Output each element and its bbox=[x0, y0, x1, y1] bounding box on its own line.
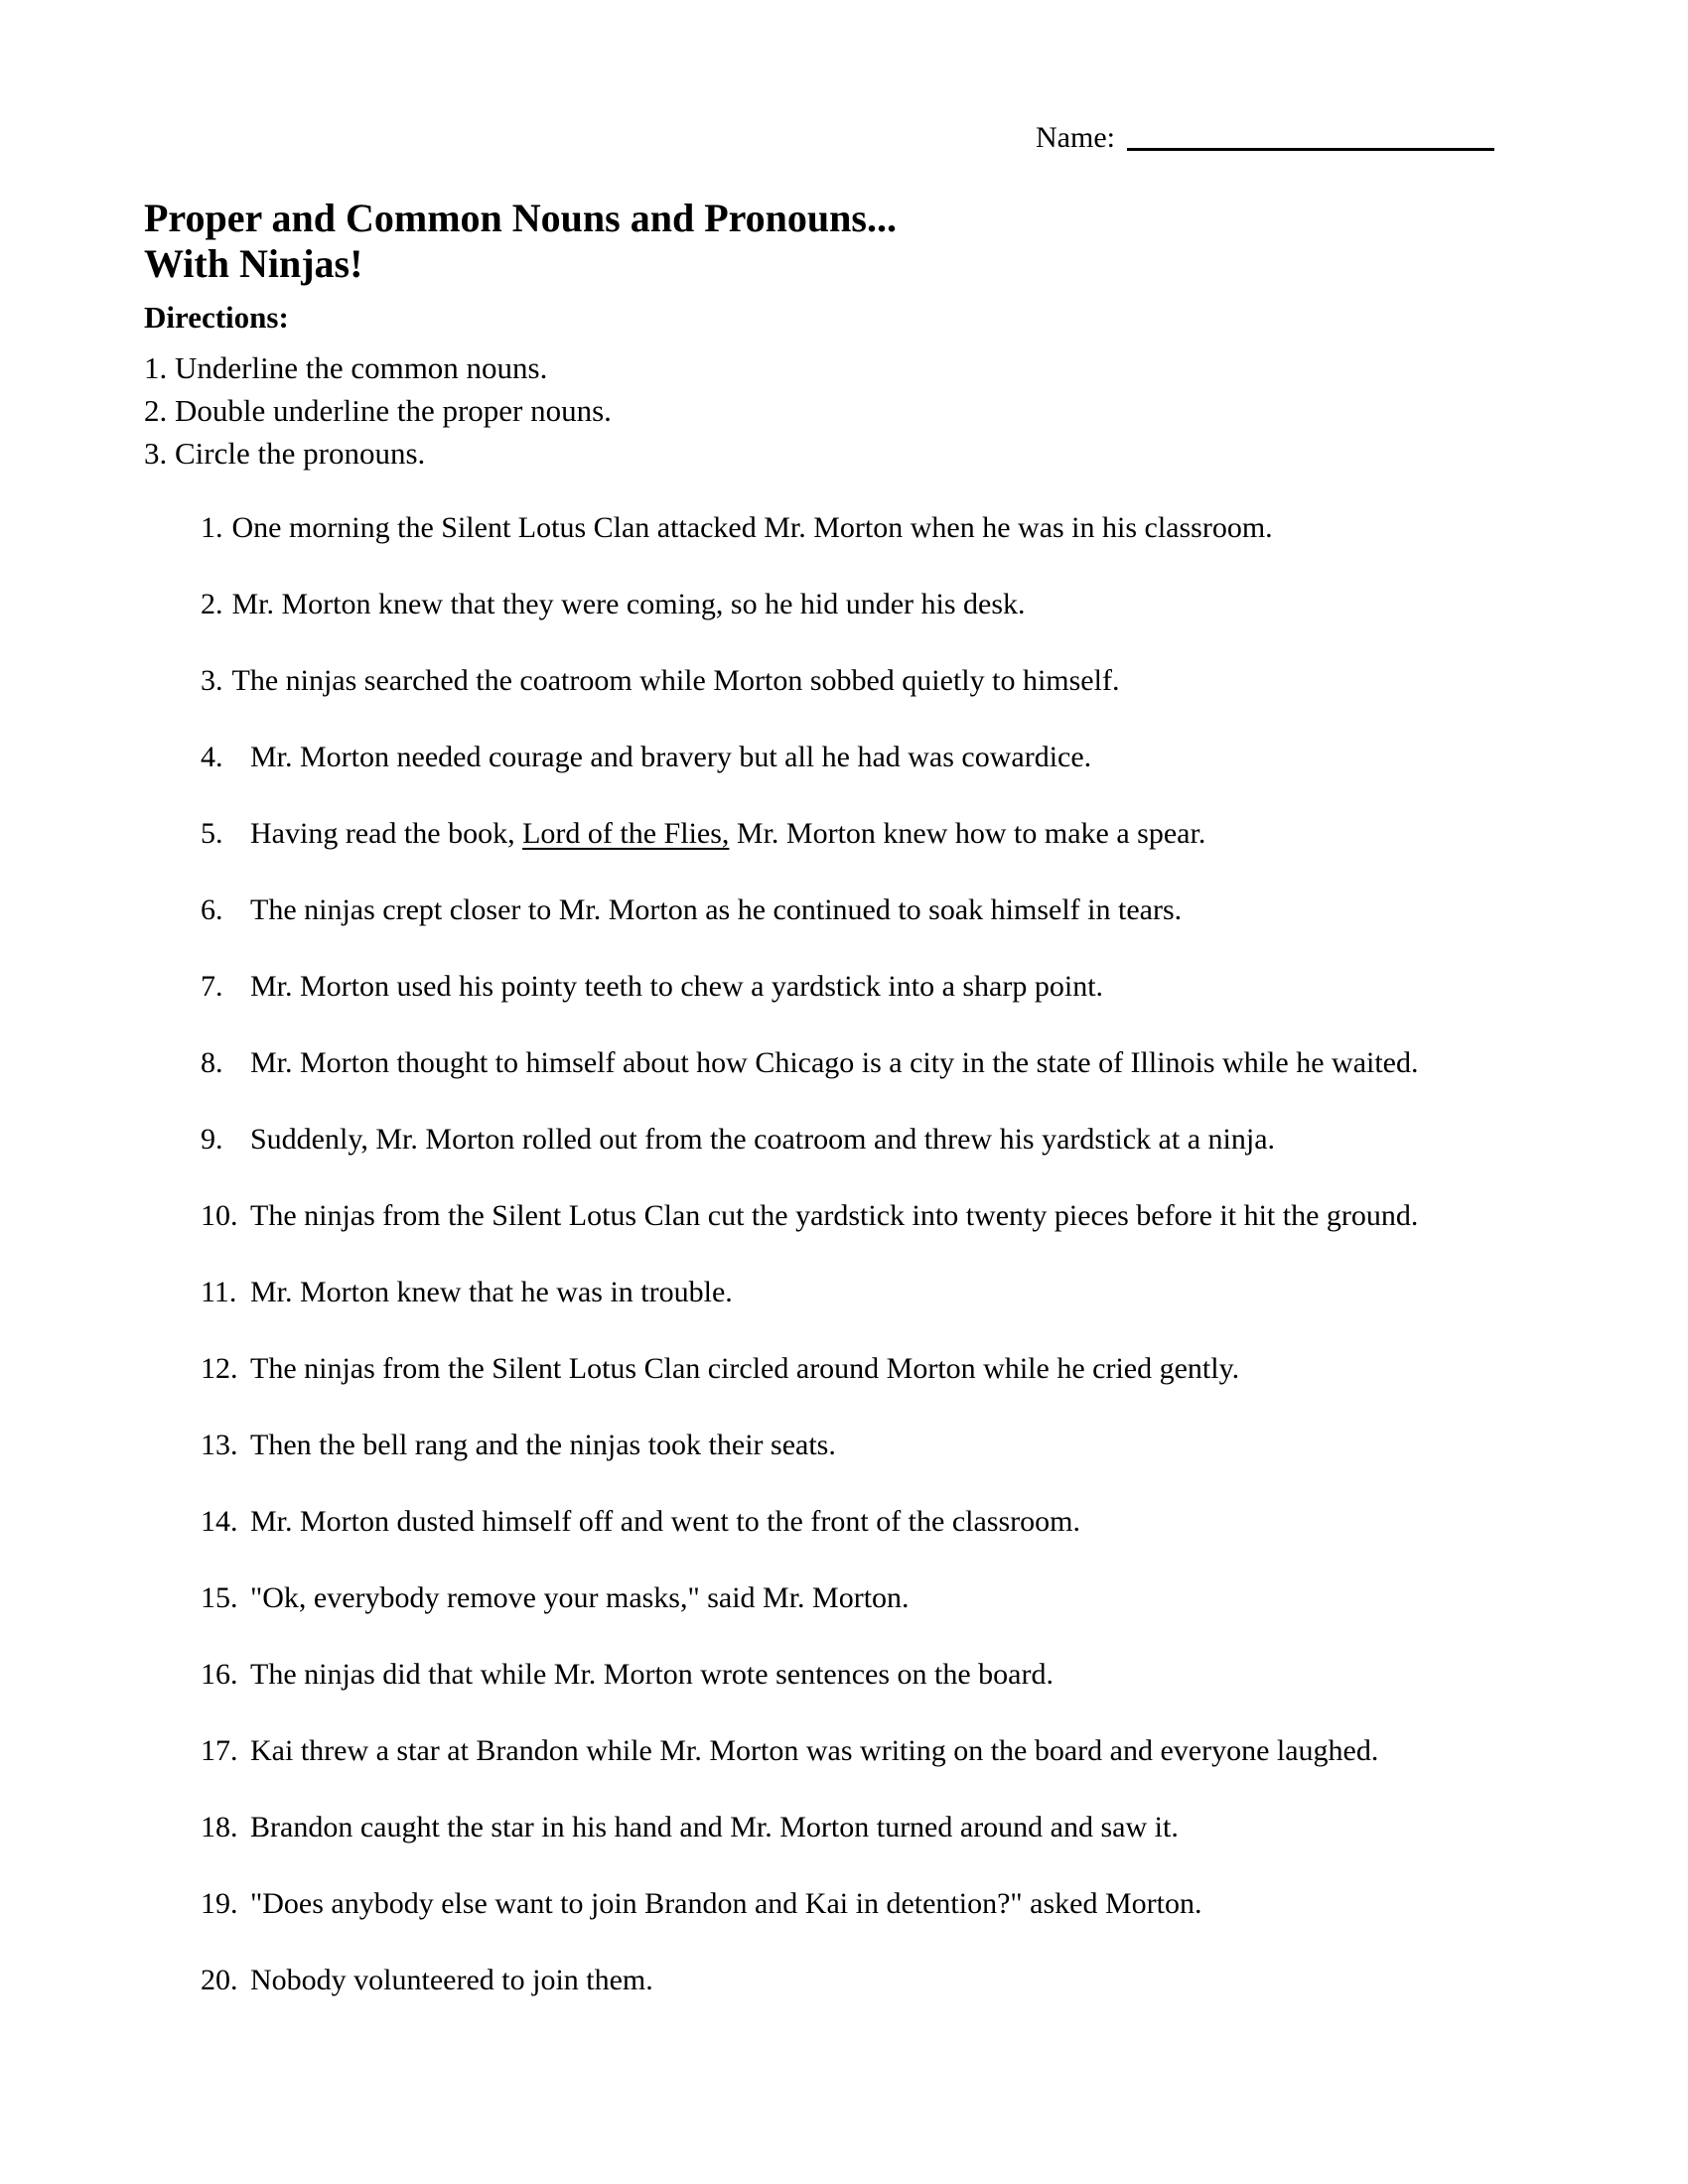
direction-item: 3. Circle the pronouns. bbox=[144, 436, 426, 471]
sentence-segment: The ninjas did that while Mr. Morton wrote sentences on the board. bbox=[250, 1658, 1054, 1691]
sentence-segment: "Does anybody else want to join Brandon and Kai in detention?" asked Morton. bbox=[250, 1887, 1202, 1920]
sentence-segment: The ninjas from the Silent Lotus Clan cut the yardstick into twenty pieces before it hit the ground. bbox=[250, 1199, 1419, 1232]
sentence-item bbox=[201, 1121, 1611, 1159]
sentence-text bbox=[250, 1197, 1418, 1235]
sentence-number: 20. bbox=[201, 1964, 238, 1996]
sentence-segment: Then the bell rang and the ninjas took their seats. bbox=[250, 1429, 836, 1461]
book-title-underlined: Lord of the Flies, bbox=[522, 817, 730, 850]
name-blank-line bbox=[1127, 147, 1494, 151]
sentence-segment: Mr. Morton knew that they were coming, so he hid under his desk. bbox=[231, 588, 1026, 620]
sentence-number: 12. bbox=[201, 1352, 238, 1385]
sentence-item bbox=[201, 1350, 1611, 1388]
sentence-text bbox=[250, 1809, 1179, 1846]
sentence-segment: Mr. Morton dusted himself off and went to the front of the classroom. bbox=[250, 1505, 1080, 1538]
sentence-number: 4. bbox=[201, 741, 223, 773]
sentence-text bbox=[250, 1044, 1419, 1082]
sentence-item bbox=[201, 1809, 1611, 1846]
sentence-segment: Kai threw a star at Brandon while Mr. Morton was writing on the board and everyone laughed. bbox=[250, 1734, 1379, 1767]
sentence-number: 10. bbox=[201, 1199, 238, 1232]
sentence-segment: Mr. Morton thought to himself about how Chicago is a city in the state of Illinois while he waited. bbox=[250, 1046, 1419, 1079]
worksheet-title bbox=[144, 196, 897, 287]
sentence-segment: "Ok, everybody remove your masks," said Mr. Morton. bbox=[250, 1581, 910, 1614]
sentence-item bbox=[201, 1962, 1611, 1999]
directions-list bbox=[144, 346, 612, 475]
sentence-text bbox=[250, 739, 1091, 776]
direction-item: 2. Double underline the proper nouns. bbox=[144, 393, 612, 428]
sentence-number: 19. bbox=[201, 1887, 238, 1920]
sentence-item bbox=[201, 509, 1611, 547]
sentence-text bbox=[250, 1503, 1080, 1541]
sentence-number: 2. bbox=[201, 588, 223, 620]
sentence-item bbox=[201, 662, 1611, 700]
sentence-text bbox=[232, 586, 1026, 623]
sentence-number: 14. bbox=[201, 1505, 238, 1538]
sentence-item bbox=[201, 968, 1611, 1006]
sentence-text bbox=[250, 1962, 653, 1999]
sentence-item bbox=[201, 739, 1611, 776]
sentence-segment: The ninjas from the Silent Lotus Clan circled around Morton while he cried gently. bbox=[250, 1352, 1240, 1385]
sentence-segment: One morning the Silent Lotus Clan attacked Mr. Morton when he was in his classroom. bbox=[231, 511, 1273, 544]
sentence-item bbox=[201, 1732, 1611, 1770]
name-row bbox=[1036, 121, 1494, 155]
sentence-number: 3. bbox=[201, 664, 223, 697]
sentence-number: 8. bbox=[201, 1046, 223, 1079]
sentence-number: 7. bbox=[201, 970, 223, 1003]
sentence-number: 15. bbox=[201, 1581, 238, 1614]
sentence-number: 6. bbox=[201, 893, 223, 926]
sentence-text bbox=[250, 891, 1182, 929]
sentence-text bbox=[250, 1121, 1275, 1159]
directions-heading: Directions: bbox=[144, 300, 289, 335]
sentence-number: 17. bbox=[201, 1734, 238, 1767]
sentence-item bbox=[201, 586, 1611, 623]
sentence-number: 5. bbox=[201, 817, 223, 850]
sentence-segment: Brandon caught the star in his hand and Mr. Morton turned around and saw it. bbox=[250, 1811, 1179, 1843]
sentence-number: 11. bbox=[201, 1276, 237, 1308]
sentence-text bbox=[250, 1579, 910, 1617]
sentence-segment: Mr. Morton knew how to make a spear. bbox=[729, 817, 1206, 850]
sentence-item bbox=[201, 891, 1611, 929]
sentence-segment: Mr. Morton knew that he was in trouble. bbox=[250, 1276, 733, 1308]
sentence-item bbox=[201, 1274, 1611, 1311]
sentence-item bbox=[201, 1885, 1611, 1923]
sentence-item bbox=[201, 1427, 1611, 1464]
sentence-item bbox=[201, 815, 1611, 853]
sentence-item bbox=[201, 1197, 1611, 1235]
sentence-number: 13. bbox=[201, 1429, 238, 1461]
title-line-2: With Ninjas! bbox=[144, 241, 363, 286]
sentence-segment: Having read the book, bbox=[250, 817, 523, 850]
sentence-text bbox=[250, 1427, 836, 1464]
sentence-segment: The ninjas crept closer to Mr. Morton as he continued to soak himself in tears. bbox=[250, 893, 1183, 926]
sentence-number: 9. bbox=[201, 1123, 223, 1156]
sentence-item bbox=[201, 1656, 1611, 1694]
sentence-number: 1. bbox=[201, 511, 223, 544]
sentence-item bbox=[201, 1503, 1611, 1541]
sentence-segment: Mr. Morton used his pointy teeth to chew a yardstick into a sharp point. bbox=[250, 970, 1104, 1003]
sentence-text bbox=[250, 1885, 1201, 1923]
sentence-text bbox=[250, 1732, 1378, 1770]
sentence-list bbox=[201, 509, 1611, 2038]
sentence-text bbox=[250, 1656, 1054, 1694]
sentence-text bbox=[250, 815, 1205, 853]
sentence-text bbox=[250, 1350, 1239, 1388]
sentence-number: 18. bbox=[201, 1811, 238, 1843]
direction-item: 1. Underline the common nouns. bbox=[144, 350, 548, 385]
sentence-text bbox=[232, 509, 1273, 547]
sentence-segment: Suddenly, Mr. Morton rolled out from the coatroom and threw his yardstick at a ninja. bbox=[250, 1123, 1276, 1156]
sentence-number: 16. bbox=[201, 1658, 238, 1691]
sentence-segment: Nobody volunteered to join them. bbox=[250, 1964, 653, 1996]
name-label: Name: bbox=[1036, 121, 1115, 154]
sentence-text bbox=[232, 662, 1120, 700]
sentence-segment: Mr. Morton needed courage and bravery but all he had was cowardice. bbox=[250, 741, 1092, 773]
sentence-text bbox=[250, 968, 1103, 1006]
sentence-segment: The ninjas searched the coatroom while Morton sobbed quietly to himself. bbox=[231, 664, 1120, 697]
title-line-1: Proper and Common Nouns and Pronouns... bbox=[144, 196, 897, 240]
sentence-item bbox=[201, 1044, 1611, 1082]
sentence-item bbox=[201, 1579, 1611, 1617]
sentence-text bbox=[250, 1274, 733, 1311]
